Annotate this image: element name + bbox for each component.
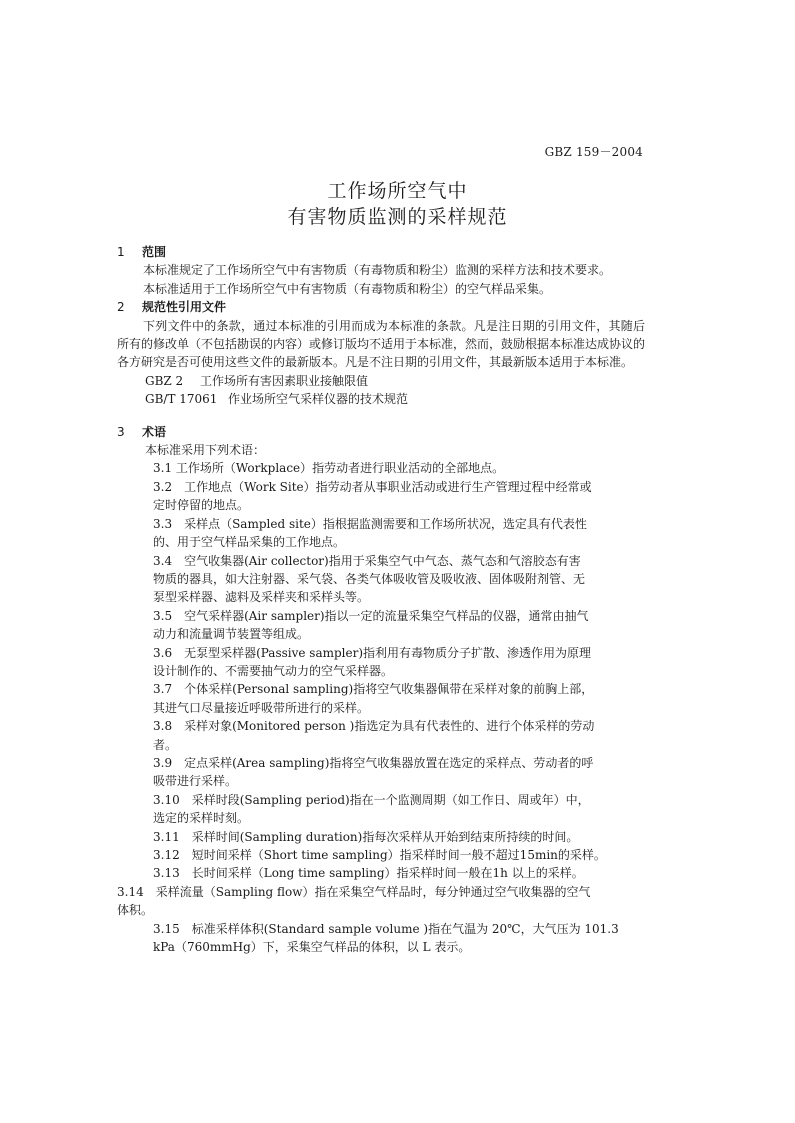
term-line: 定时停留的地点。 bbox=[153, 498, 250, 513]
term-line: 体积。 bbox=[117, 903, 154, 918]
term-item bbox=[117, 883, 645, 920]
term-line: 3.12 短时间采样（Short time sampling）指采样时间一般不超过15min的采样。 bbox=[153, 848, 606, 862]
paragraph: 下列文件中的条款，通过本标准的引用而成为本标准的条款。凡是注日期的引用文件，其随后所有的修改单（不包括勘误的内容）或修订版均不适用于本标准，然而，鼓励根据本标准达成协议的各方研究是否可使用这些文件的最新版本。凡是不注日期的引用文件，其最新版本适用于本标准。 bbox=[117, 318, 646, 370]
term-line: 选定的采样时刻。 bbox=[153, 811, 250, 826]
term-item bbox=[117, 754, 645, 791]
term-line: 物质的器具，如大注射器、采气袋、各类气体吸收管及吸收液、固体吸附剂管、无 bbox=[153, 571, 586, 586]
section-heading-2 bbox=[117, 298, 645, 316]
term-item bbox=[117, 478, 645, 515]
term-line: 3.2 工作地点（Work Site）指劳动者从事职业活动或进行生产管理过程中经常或 bbox=[153, 479, 592, 494]
reference-item bbox=[117, 372, 645, 390]
section-number: 1 bbox=[117, 245, 125, 259]
section-number: 2 bbox=[117, 300, 125, 315]
term-line: 3.3 采样点（Sampled site）指根据监测需要和工作场所状况，选定具有代表性 bbox=[153, 516, 587, 531]
term-line: 其进气口尽量接近呼吸带所进行的采样。 bbox=[153, 700, 370, 715]
reference-name: 工作场所有害因素职业接触限值 bbox=[200, 373, 369, 388]
section-title: 规范性引用文件 bbox=[142, 300, 227, 315]
term-item bbox=[117, 644, 645, 681]
reference-code: GB/T 17061 bbox=[145, 392, 218, 407]
term-line: 3.5 空气采样器(Air sampler)指以一定的流量采集空气样品的仪器，通常由抽气 bbox=[153, 608, 589, 623]
term-item bbox=[117, 459, 645, 477]
term-line: 设计制作的、不需要抽气动力的空气采样器。 bbox=[153, 663, 394, 678]
term-line: 3.8 采样对象(Monitored person )指选定为具有代表性的、进行个体采样的劳动 bbox=[153, 719, 595, 734]
term-line: kPa（760mmHg）下，采集空气样品的体积，以 L 表示。 bbox=[153, 940, 471, 955]
section-title: 范围 bbox=[142, 245, 167, 259]
term-line: 3.9 定点采样(Area sampling)指将空气收集器放置在选定的采样点、劳动者的呼 bbox=[153, 755, 594, 770]
term-line: 吸带进行采样。 bbox=[153, 774, 238, 789]
term-line: 3.13 长时间采样（Long time sampling）指采样时间一般在1h 以上的采样。 bbox=[153, 866, 584, 881]
paragraph: 本标准适用于工作场所空气中有害物质（有毒物质和粉尘）的空气样品采集。 bbox=[143, 281, 552, 296]
term-item bbox=[117, 552, 645, 607]
section-heading-1 bbox=[117, 243, 645, 261]
standard-code: GBZ 159－2004 bbox=[544, 145, 643, 159]
document-body bbox=[117, 243, 645, 956]
term-line: 的、用于空气样品采集的工作地点。 bbox=[153, 535, 346, 550]
term-line: 者。 bbox=[153, 737, 178, 752]
term-line: 3.7 个体采样(Personal sampling)指将空气收集器佩带在采样对象的前胸上部， bbox=[153, 682, 594, 697]
term-line: 动力和流量调节装置等组成。 bbox=[153, 627, 310, 642]
section-number: 3 bbox=[117, 424, 125, 439]
term-item bbox=[117, 607, 645, 644]
terms-intro: 本标准采用下列术语： bbox=[145, 443, 266, 458]
document-title-line1: 工作场所空气中 bbox=[327, 180, 468, 202]
reference-item bbox=[117, 390, 645, 408]
term-line: 3.6 无泵型采样器(Passive sampler)指利用有毒物质分子扩散、渗透作用为原理 bbox=[153, 645, 592, 660]
term-line: 泵型采样器、滤料及采样夹和采样头等。 bbox=[153, 590, 370, 605]
term-line: 3.14 采样流量（Sampling flow）指在采集空气样品时，每分钟通过空气收集器的空气 bbox=[117, 884, 591, 899]
term-item bbox=[117, 846, 645, 864]
document-title-line2: 有害物质监测的采样规范 bbox=[287, 206, 508, 228]
term-line: 3.4 空气收集器(Air collector)指用于采集空气中气态、蒸气态和气溶胶态有害 bbox=[153, 553, 581, 568]
term-item bbox=[117, 864, 645, 882]
term-line: 3.11 采样时间(Sampling duration)指每次采样从开始到结束所持续的时间。 bbox=[153, 829, 579, 844]
term-item bbox=[117, 920, 645, 957]
term-item bbox=[117, 515, 645, 552]
section-title: 术语 bbox=[142, 424, 167, 439]
section-heading-3 bbox=[117, 423, 645, 441]
term-item bbox=[117, 717, 645, 754]
term-item bbox=[117, 680, 645, 717]
term-line: 3.10 采样时段(Sampling period)指在一个监测周期（如工作日、周或年）中， bbox=[153, 792, 590, 807]
reference-code: GBZ 2 bbox=[145, 373, 184, 388]
term-item bbox=[117, 791, 645, 828]
term-line: 3.1 工作场所（Workplace）指劳动者进行职业活动的全部地点。 bbox=[153, 461, 505, 476]
reference-name: 作业场所空气采样仪器的技术规范 bbox=[228, 392, 409, 407]
spacer bbox=[117, 409, 645, 423]
term-line: 3.15 标准采样体积(Standard sample volume )指在气温为 20℃，大气压为 101.3 bbox=[153, 921, 619, 936]
term-item bbox=[117, 828, 645, 846]
paragraph: 本标准规定了工作场所空气中有害物质（有毒物质和粉尘）监测的采样方法和技术要求。 bbox=[143, 263, 612, 278]
